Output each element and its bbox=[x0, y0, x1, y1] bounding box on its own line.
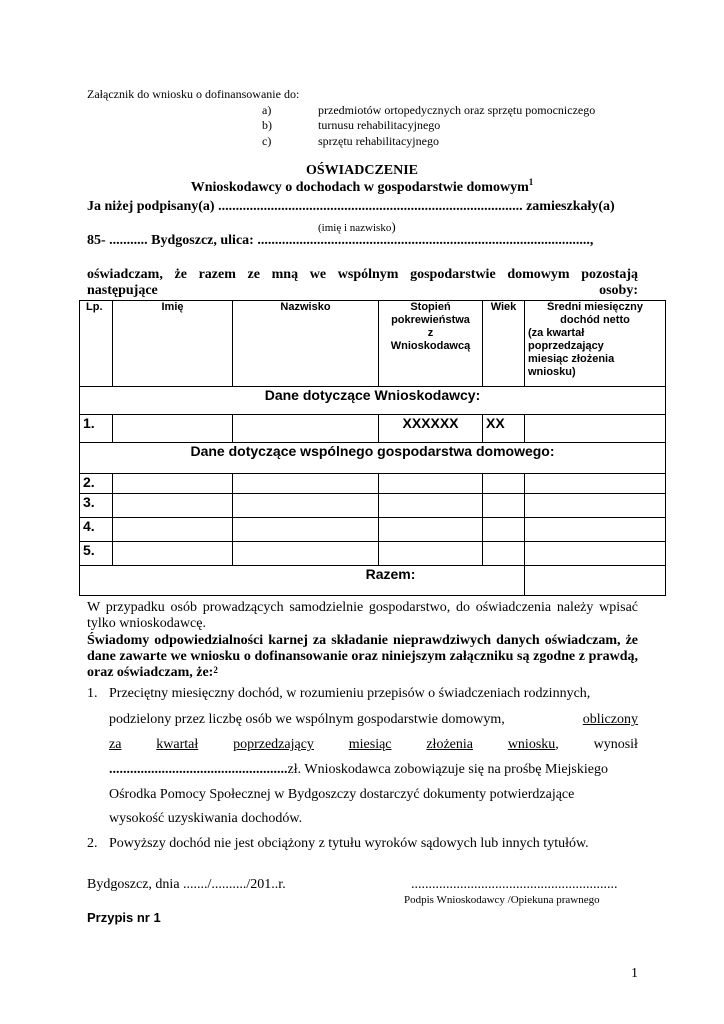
point-1-line-3 bbox=[109, 737, 638, 753]
point-1-line-6: wysokość uzyskiwania dochodów. bbox=[109, 811, 303, 826]
table-row bbox=[80, 542, 666, 566]
cell[interactable] bbox=[233, 542, 379, 566]
page-number: 1 bbox=[631, 966, 638, 981]
point-2-text: Powyższy dochód nie jest obciążony z tytułu wyroków sądowych lub innych tytułów. bbox=[109, 836, 589, 851]
cell[interactable] bbox=[233, 474, 379, 494]
footnote-ref-1: 1 bbox=[528, 177, 534, 187]
row-relation-cell: XXXXXX bbox=[379, 415, 483, 443]
address-line: 85- ........... Bydgoszcz, ulica: ..............................................................................................., bbox=[87, 233, 594, 248]
table-row bbox=[80, 494, 666, 518]
word-wniosku bbox=[508, 737, 559, 753]
income-amount-field[interactable]: ................................................... bbox=[109, 762, 288, 777]
header-relation-l3: z bbox=[427, 327, 434, 339]
footnote-heading: Przypis nr 1 bbox=[87, 910, 161, 925]
point-1-line-5 bbox=[109, 787, 638, 803]
household-statement: oświadczam, że razem ze mną we wspólnym gospodarstwie domowym pozostają następujące osoby: bbox=[87, 267, 638, 298]
option-b-text: turnusu rehabilitacyjnego bbox=[318, 118, 441, 132]
word-wniosku-text: wniosku bbox=[507, 737, 556, 752]
cell[interactable] bbox=[113, 494, 233, 518]
declarant-name-line: Ja niżej podpisany(a) ....................................................................................... zamieszkały(a) bbox=[87, 199, 615, 214]
point-1-line-4-text: zł. Wnioskodawca zobowiązuje się na prośbę Miejskiego bbox=[287, 762, 608, 777]
cell[interactable] bbox=[483, 518, 525, 542]
option-b-letter: b) bbox=[262, 118, 272, 132]
total-label: Razem: bbox=[80, 566, 525, 596]
household-table bbox=[79, 300, 666, 596]
cell[interactable] bbox=[483, 474, 525, 494]
row-lp: 1. bbox=[80, 415, 113, 443]
table-row bbox=[80, 474, 666, 494]
place-date[interactable]: Bydgoszcz, dnia ......./........../201..r. bbox=[87, 877, 286, 892]
cell[interactable] bbox=[379, 494, 483, 518]
header-first-name: Imię bbox=[113, 301, 233, 387]
cell[interactable] bbox=[379, 474, 483, 494]
point-1-line-4 bbox=[109, 762, 638, 778]
point-1-obliczony: obliczony bbox=[582, 712, 638, 727]
total-row bbox=[80, 566, 666, 596]
header-income-l5: miesiąc złożenia bbox=[528, 353, 615, 365]
note-single-household: W przypadku osób prowadzących samodzielnie gospodarstwo, do oświadczenia należy wpisać tylko wnioskodawcę. bbox=[87, 600, 638, 631]
option-a-letter: a) bbox=[262, 103, 272, 117]
header-relation-l1: Stopień bbox=[410, 301, 451, 313]
cell[interactable] bbox=[483, 542, 525, 566]
header-income-l6: wniosku) bbox=[528, 366, 576, 378]
document-subtitle bbox=[0, 177, 724, 196]
header-income-l1: Średni miesięczny bbox=[547, 301, 643, 313]
header-income-l2: dochód netto bbox=[560, 314, 630, 326]
subtitle-text: Wnioskodawcy o dochodach w gospodarstwie domowym bbox=[190, 180, 529, 195]
household-section-label: Dane dotyczące wspólnego gospodarstwa domowego: bbox=[80, 443, 666, 474]
liability-statement bbox=[87, 633, 638, 681]
cell[interactable] bbox=[525, 542, 666, 566]
cell[interactable] bbox=[233, 494, 379, 518]
row-age-cell: XX bbox=[483, 415, 525, 443]
header-lp: Lp. bbox=[80, 301, 113, 387]
cell[interactable] bbox=[233, 518, 379, 542]
cell[interactable] bbox=[113, 542, 233, 566]
name-caption-close: ) bbox=[391, 219, 396, 234]
header-income-l4: poprzedzający bbox=[528, 340, 604, 352]
word-zlozenia: złożenia bbox=[426, 737, 473, 752]
word-kwartal: kwartał bbox=[156, 737, 199, 752]
cell[interactable] bbox=[113, 518, 233, 542]
cell[interactable] bbox=[483, 494, 525, 518]
applicant-section-label: Dane dotyczące Wnioskodawcy: bbox=[80, 387, 666, 415]
point-1-line-4-wrap bbox=[109, 762, 608, 778]
point-1-line-5-text: Ośrodka Pomocy Społecznej w Bydgoszczy dostarczyć dokumenty potwierdzające bbox=[109, 787, 575, 802]
option-a-text: przedmiotów ortopedycznych oraz sprzętu pomocniczego bbox=[318, 103, 596, 117]
word-wniosku-comma: , bbox=[555, 737, 559, 752]
row-lp: 2. bbox=[80, 474, 113, 494]
row-first-name-cell[interactable] bbox=[113, 415, 233, 443]
row-lp: 5. bbox=[80, 542, 113, 566]
cell[interactable] bbox=[113, 474, 233, 494]
row-lp: 4. bbox=[80, 518, 113, 542]
word-za: za bbox=[109, 737, 122, 752]
point-1-line-1-text: Przeciętny miesięczny dochód, w rozumieniu przepisów o świadczeniach rodzinnych, bbox=[109, 686, 591, 701]
attachment-intro: Załącznik do wniosku o dofinansowanie do: bbox=[87, 87, 300, 101]
table-row bbox=[80, 415, 666, 443]
footnote-ref-2: 2 bbox=[213, 665, 218, 675]
header-last-name: Nazwisko bbox=[233, 301, 379, 387]
total-value-cell[interactable] bbox=[525, 566, 666, 596]
row-income-cell[interactable] bbox=[525, 415, 666, 443]
signature-caption: Podpis Wnioskodawcy /Opiekuna prawnego bbox=[404, 894, 600, 906]
row-lp: 3. bbox=[80, 494, 113, 518]
point-1-line-2-text: podzielony przez liczbę osób we wspólnym gospodarstwie domowym, bbox=[109, 712, 505, 727]
cell[interactable] bbox=[379, 518, 483, 542]
header-relation bbox=[379, 301, 483, 387]
header-relation-l4: Wnioskodawcą bbox=[390, 340, 471, 352]
header-income-l3: (za kwartał bbox=[528, 327, 585, 339]
cell[interactable] bbox=[525, 474, 666, 494]
name-caption-text: (imię i nazwisko bbox=[318, 222, 392, 234]
point-2-number: 2. bbox=[87, 836, 98, 851]
option-c-text: sprzętu rehabilitacyjnego bbox=[318, 134, 439, 148]
header-income bbox=[525, 301, 666, 387]
point-1-number: 1. bbox=[87, 686, 98, 701]
word-wynosil: wynosił bbox=[593, 737, 638, 752]
header-relation-l2: pokrewieństwa bbox=[391, 314, 470, 326]
cell[interactable] bbox=[379, 542, 483, 566]
point-1-line-2 bbox=[109, 712, 638, 728]
table-header-row bbox=[80, 301, 666, 387]
document-title: OŚWIADCZENIE bbox=[305, 163, 419, 178]
word-miesiac: miesiąc bbox=[348, 737, 392, 752]
word-poprzedzajacy: poprzedzający bbox=[233, 737, 314, 752]
header-age: Wiek bbox=[483, 301, 525, 387]
liability-text: Świadomy odpowiedzialności karnej za składanie nieprawdziwych danych oświadczam, że dane zawarte we wniosku o dofinansowanie oraz niniejszym załączniku są zgodne z prawdą, oraz oświadczam, że: bbox=[87, 633, 638, 680]
row-last-name-cell[interactable] bbox=[233, 415, 379, 443]
cell[interactable] bbox=[525, 518, 666, 542]
table-row bbox=[80, 518, 666, 542]
household-section-row bbox=[80, 443, 666, 474]
signature-line[interactable]: ........................................................... bbox=[411, 877, 618, 892]
option-c-letter: c) bbox=[262, 134, 272, 148]
cell[interactable] bbox=[525, 494, 666, 518]
applicant-section-row bbox=[80, 387, 666, 415]
point-1-line-1 bbox=[109, 686, 638, 702]
